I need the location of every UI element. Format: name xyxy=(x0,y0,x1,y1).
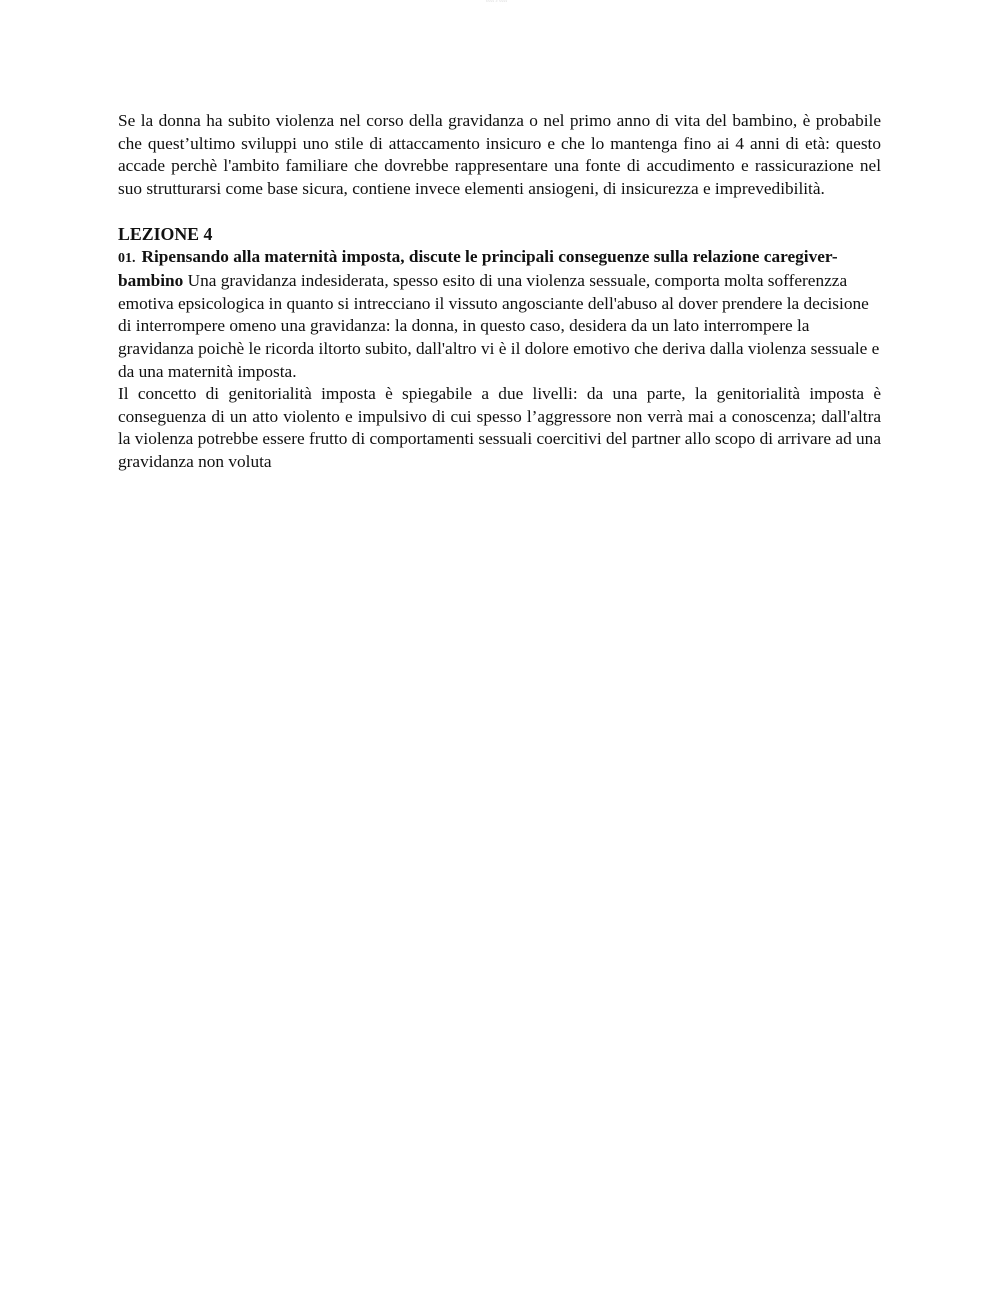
followup-paragraph: Il concetto di genitorialità imposta è spiegabile a due livelli: da una parte, la genitorialità imposta è conseguenza di un atto violento e impulsivo di cui spesso l’aggressore non verrà mai a conoscenza; dall'altra la violenza potrebbe essere frutto di comportamenti sessuali coercitivi del partner allo scopo di arrivare ad una gravidanza non voluta xyxy=(118,384,881,471)
question-answer: Una gravidanza indesiderata, spesso esito di una violenza sessuale, comporta molta sofferenzza emotiva epsicologica in quanto si intrecciano il vissuto angosciante dell'abuso al dover prendere la decisione di interrompere omeno una gravidanza: la donna, in questo caso, desidera da un lato interrompere la gravidanza poichè le ricorda iltorto subito, dall'altro vi è il dolore emotivo che deriva dalla violenza sessuale e da una maternità imposta. xyxy=(118,271,880,381)
document-page xyxy=(118,110,881,474)
question-block xyxy=(118,246,881,384)
question-number: 01. xyxy=(118,250,136,266)
section-gap xyxy=(118,200,881,223)
question-text: Ripensando alla maternità imposta, discute le principali conseguenze sulla relazione caregiver- bambino xyxy=(118,246,838,291)
page-top-mark: ~~~~ ~ ~~~~ xyxy=(486,0,508,3)
intro-paragraph: Se la donna ha subito violenza nel corso della gravidanza o nel primo anno di vita del bambino, è probabile che quest’ultimo sviluppi uno stile di attaccamento insicuro e che lo mantenga fino ai 4 anni di età: questo accade perchè l'ambito familiare che dovrebbe rappresentare una fonte di accudimento e rassicurazione nel suo strutturarsi come base sicura, contiene invece elementi ansiogeni, di insicurezza e imprevedibilità. xyxy=(118,111,881,198)
lesson-heading: LEZIONE 4 xyxy=(118,223,213,244)
